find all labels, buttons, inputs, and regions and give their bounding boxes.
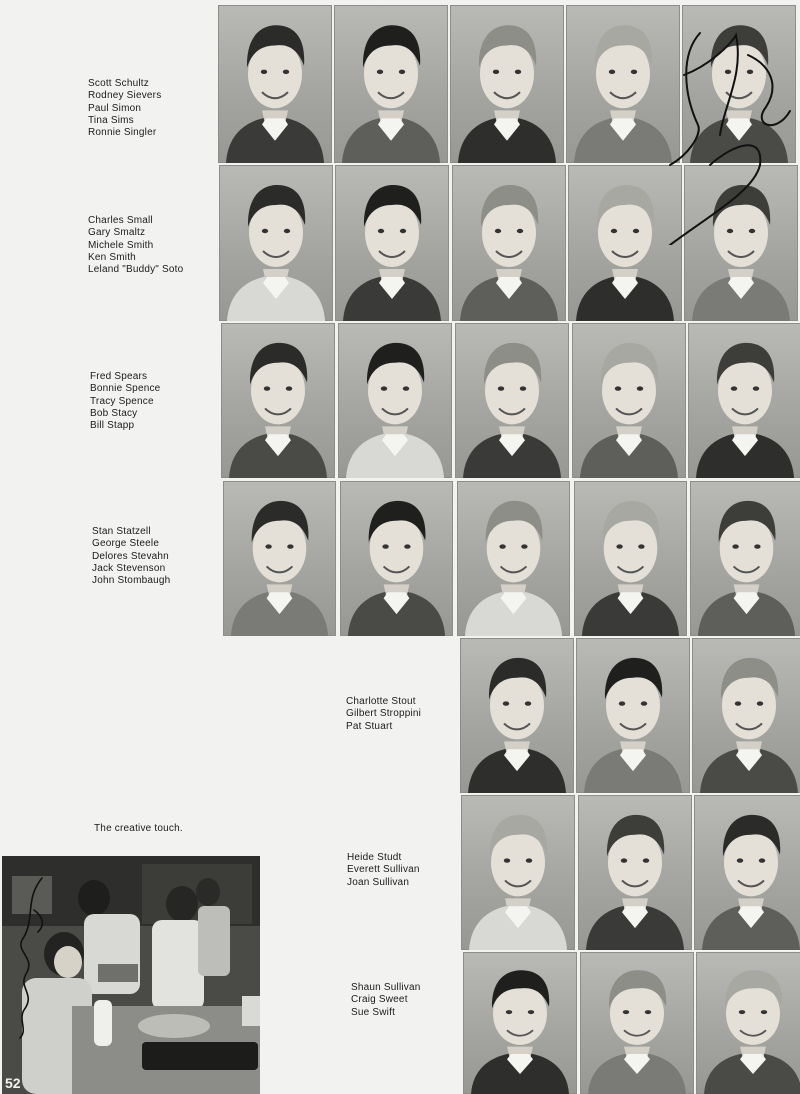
student-portrait [580, 952, 694, 1094]
student-portrait [684, 165, 798, 321]
portrait-figure [452, 165, 566, 321]
student-portrait [450, 5, 564, 163]
student-name: Bonnie Spence [90, 383, 161, 395]
student-name: Charlotte Stout [346, 696, 416, 707]
portrait-figure [335, 165, 449, 321]
student-portrait [338, 323, 452, 478]
student-name: Pat Stuart [346, 720, 393, 732]
student-name: Tracy Spence [90, 395, 154, 407]
student-portrait [221, 323, 335, 478]
student-portrait [223, 481, 336, 636]
portrait-figure [457, 481, 570, 636]
portrait-figure [692, 638, 800, 793]
student-portrait [461, 795, 575, 950]
student-name: Gary Smaltz [88, 227, 146, 239]
student-name: Michele Smith [88, 239, 154, 251]
student-portrait [340, 481, 453, 636]
student-portrait [578, 795, 692, 950]
student-name: Stan Statzell [92, 526, 151, 537]
portrait-figure [580, 952, 694, 1094]
student-name: Ken Smith [88, 251, 136, 263]
student-portrait [692, 638, 800, 793]
student-portrait [566, 5, 680, 163]
portrait-figure [566, 5, 680, 163]
portrait-figure [340, 481, 453, 636]
student-portrait [568, 165, 682, 321]
student-portrait [452, 165, 566, 321]
student-name: George Steele [92, 538, 160, 550]
portrait-figure [221, 323, 335, 478]
student-portrait [460, 638, 574, 793]
portrait-figure [338, 323, 452, 478]
student-name: John Stombaugh [92, 575, 171, 587]
portrait-figure [223, 481, 336, 636]
student-name: Bob Stacy [90, 407, 138, 419]
portrait-figure [574, 481, 687, 636]
student-portrait [574, 481, 687, 636]
portrait-figure [461, 795, 575, 950]
portrait-figure [682, 5, 796, 163]
portrait-figure [463, 952, 577, 1094]
name-list-row-5 [346, 696, 421, 733]
student-name: Sue Swift [351, 1006, 396, 1018]
student-portrait [576, 638, 690, 793]
student-portrait [688, 323, 800, 478]
student-name: Everett Sullivan [347, 864, 420, 876]
name-list-row-6 [347, 852, 420, 889]
portrait-figure [578, 795, 692, 950]
student-portrait [690, 481, 800, 636]
portrait-figure [218, 5, 332, 163]
classroom-scene [2, 856, 260, 1094]
student-name: Charles Small [88, 215, 153, 226]
portrait-figure [219, 165, 333, 321]
portrait-figure [688, 323, 800, 478]
portrait-figure [696, 952, 800, 1094]
student-name: Leland "Buddy" Soto [88, 264, 184, 276]
student-name: Rodney Sievers [88, 90, 162, 102]
student-name: Delores Stevahn [92, 550, 169, 562]
student-portrait [463, 952, 577, 1094]
student-name: Heide Studt [347, 852, 402, 863]
student-name: Fred Spears [90, 371, 148, 382]
student-portrait [572, 323, 686, 478]
student-portrait [334, 5, 448, 163]
portrait-figure [694, 795, 800, 950]
student-name: Paul Simon [88, 102, 142, 114]
portrait-figure [576, 638, 690, 793]
student-name: Scott Schultz [88, 78, 149, 89]
student-portrait [457, 481, 570, 636]
student-portrait [682, 5, 796, 163]
portrait-figure [684, 165, 798, 321]
portrait-figure [334, 5, 448, 163]
student-name: Tina Sims [88, 114, 134, 126]
portrait-figure [690, 481, 800, 636]
student-portrait [219, 165, 333, 321]
student-name: Shaun Sullivan [351, 982, 421, 993]
student-portrait [455, 323, 569, 478]
student-portrait [694, 795, 800, 950]
student-name: Jack Stevenson [92, 562, 166, 574]
name-list-row-1 [88, 78, 161, 139]
student-portrait [335, 165, 449, 321]
student-name: Gilbert Stroppini [346, 708, 422, 720]
page-number: 52 [5, 1075, 21, 1091]
photo-caption: The creative touch. [94, 823, 183, 834]
name-list-row-4 [92, 526, 170, 587]
candid-classroom-photo [2, 856, 260, 1094]
student-portrait [696, 952, 800, 1094]
student-portrait [218, 5, 332, 163]
portrait-figure [460, 638, 574, 793]
name-list-row-2 [88, 215, 183, 276]
portrait-figure [572, 323, 686, 478]
name-list-row-3 [90, 371, 160, 432]
student-name: Joan Sullivan [347, 876, 410, 888]
name-list-row-7 [351, 982, 421, 1019]
student-name: Bill Stapp [90, 420, 135, 432]
portrait-figure [450, 5, 564, 163]
portrait-figure [455, 323, 569, 478]
portrait-figure [568, 165, 682, 321]
student-name: Craig Sweet [351, 994, 408, 1006]
student-name: Ronnie Singler [88, 127, 157, 139]
